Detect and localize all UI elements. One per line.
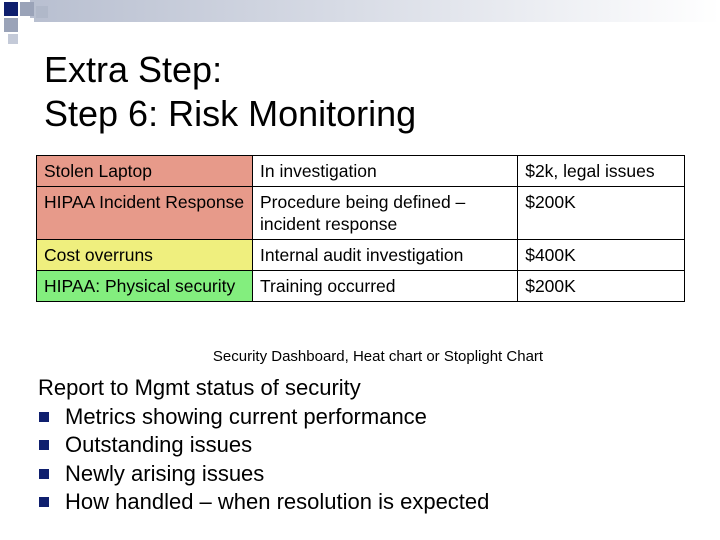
list-item-text: Outstanding issues xyxy=(65,432,253,457)
table-row xyxy=(37,240,685,271)
status-cell: In investigation xyxy=(253,156,518,187)
list-item-text: Metrics showing current performance xyxy=(65,403,427,429)
report-bullet-list xyxy=(38,403,489,517)
decorative-square xyxy=(36,6,48,18)
impact-cell: $2k, legal issues xyxy=(518,156,685,187)
table-row xyxy=(37,271,685,302)
table-row xyxy=(37,156,685,187)
list-item xyxy=(38,460,489,489)
impact-cell: $200K xyxy=(518,271,685,302)
risk-name-cell: HIPAA: Physical security xyxy=(37,271,253,302)
list-item-text: Newly arising issues xyxy=(65,460,265,486)
decorative-square xyxy=(4,2,18,16)
risk-name-cell: Cost overruns xyxy=(37,240,253,271)
status-cell: Training occurred xyxy=(253,271,518,302)
table-row xyxy=(37,187,685,240)
square-bullet-icon xyxy=(39,497,49,507)
square-bullet-icon xyxy=(39,412,49,422)
list-item-text: How handled – when resolution is expected xyxy=(65,489,490,514)
square-bullet-icon xyxy=(39,469,49,479)
decorative-square xyxy=(8,34,18,44)
report-section xyxy=(38,374,489,517)
slide-title-line-2: Step 6: Risk Monitoring xyxy=(44,93,417,134)
report-heading: Report to Mgmt status of security xyxy=(38,375,361,400)
risk-name-cell: Stolen Laptop xyxy=(37,156,253,187)
header-gradient-bar xyxy=(30,0,720,22)
status-cell: Procedure being defined – incident response xyxy=(253,187,518,240)
decorative-square xyxy=(20,18,34,32)
risk-name-cell: HIPAA Incident Response xyxy=(37,187,253,240)
list-item xyxy=(38,403,489,432)
list-item xyxy=(38,488,489,517)
slide-title-line-1: Extra Step: xyxy=(44,49,223,90)
decorative-square xyxy=(20,2,34,16)
risk-stoplight-table xyxy=(36,155,685,302)
list-item xyxy=(38,431,489,460)
table-caption xyxy=(0,348,720,366)
impact-cell: $200K xyxy=(518,187,685,240)
table-caption-text: Security Dashboard, Heat chart or Stoplight Chart xyxy=(212,348,544,365)
square-bullet-icon xyxy=(39,440,49,450)
slide-title xyxy=(44,48,416,136)
decorative-square xyxy=(4,18,18,32)
status-cell: Internal audit investigation xyxy=(253,240,518,271)
impact-cell: $400K xyxy=(518,240,685,271)
